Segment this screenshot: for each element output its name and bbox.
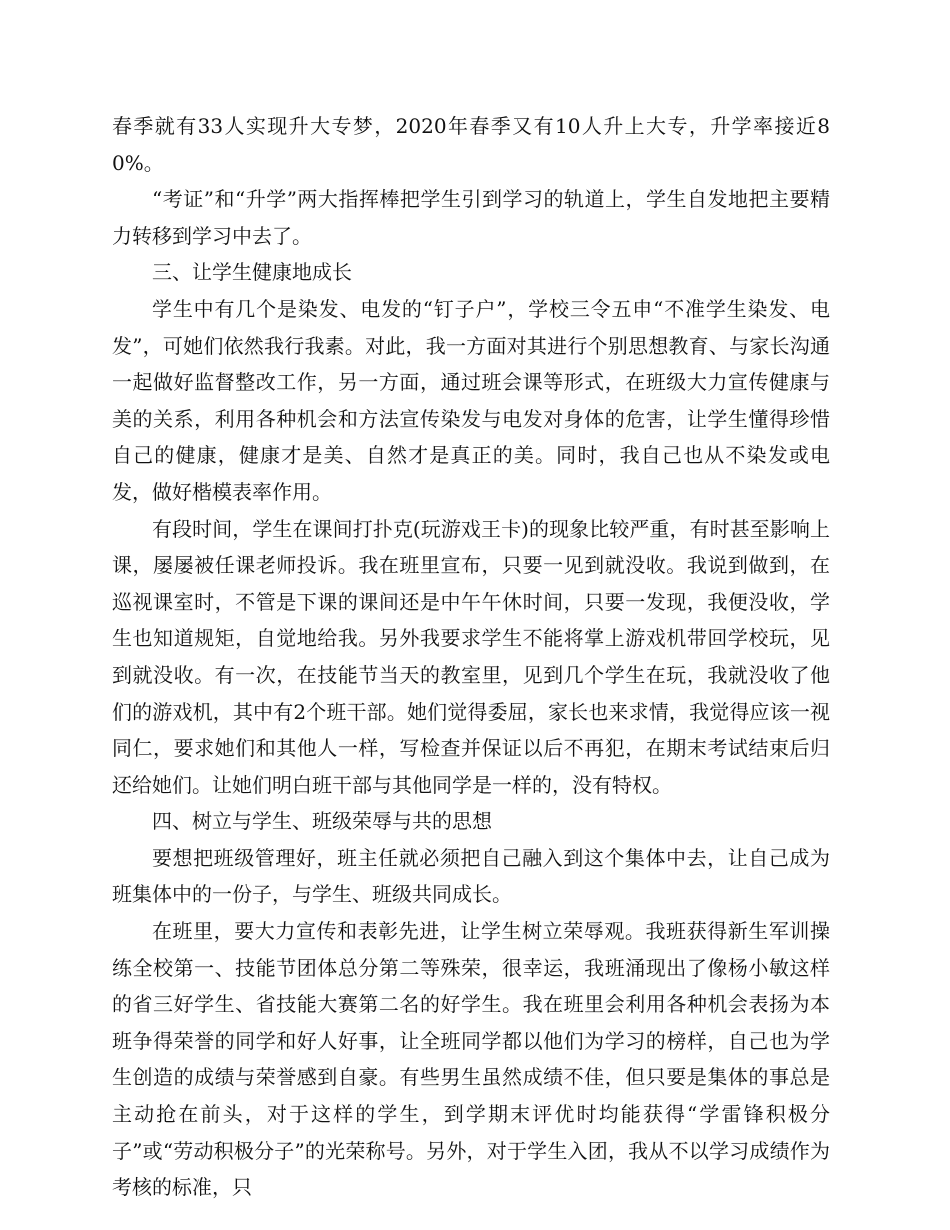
paragraph-8: 在班里，要大力宣传和表彰先进，让学生树立荣辱观。我班获得新生军训操练全校第一、技能节团体总分第二等殊荣，很幸运，我班涌现出了像杨小敏这样的省三好学生、省技能大赛第二名的好学生。我在班里会利用各种机会表扬为本班争得荣誉的同学和好人好事，让全班同学都以他们为学习的榜样，自己也为学生创造的成绩与荣誉感到自豪。有些男生虽然成绩不佳，但只要是集体的事总是主动抢在前头，对于这样的学生，到学期末评优时均能获得“学雷锋积极分子”或“劳动积极分子”的光荣称号。另外，对于学生入团，我从不以学习成绩作为考核的标准，只 xyxy=(112,919,830,1200)
document-body xyxy=(112,108,830,1206)
paragraph-1: 春季就有33人实现升大专梦，2020年春季又有10人升上大专，升学率接近80%。 xyxy=(112,114,830,175)
section-heading-3: 三、让学生健康地成长 xyxy=(152,260,352,285)
section-heading-4: 四、树立与学生、班级荣辱与共的思想 xyxy=(152,809,492,834)
paragraph-2: “考证”和“升学”两大指挥棒把学生引到学习的轨道上，学生自发地把主要精力转移到学习中去了。 xyxy=(112,187,830,248)
paragraph-4: 学生中有几个是染发、电发的“钉子户”，学校三令五申“不准学生染发、电发”，可她们依然我行我素。对此，我一方面对其进行个别思想教育、与家长沟通一起做好监督整改工作，另一方面，通过班会课等形式，在班级大力宣传健康与美的关系，利用各种机会和方法宣传染发与电发对身体的危害，让学生懂得珍惜自己的健康，健康才是美、自然才是真正的美。同时，我自己也从不染发或电发，做好楷模表率作用。 xyxy=(112,296,830,504)
paragraph-5: 有段时间，学生在课间打扑克(玩游戏王卡)的现象比较严重，有时甚至影响上课，屡屡被任课老师投诉。我在班里宣布，只要一见到就没收。我说到做到，在巡视课室时，不管是下课的课间还是中午午休时间，只要一发现，我便没收，学生也知道规矩，自觉地给我。另外我要求学生不能将掌上游戏机带回学校玩，见到就没收。有一次，在技能节当天的教室里，见到几个学生在玩，我就没收了他们的游戏机，其中有2个班干部。她们觉得委屈，家长也来求情，我觉得应该一视同仁，要求她们和其他人一样，写检查并保证以后不再犯，在期末考试结束后归还给她们。让她们明白班干部与其他同学是一样的，没有特权。 xyxy=(112,516,830,797)
paragraph-7: 要想把班级管理好，班主任就必须把自己融入到这个集体中去，让自己成为班集体中的一份子，与学生、班级共同成长。 xyxy=(112,845,830,907)
